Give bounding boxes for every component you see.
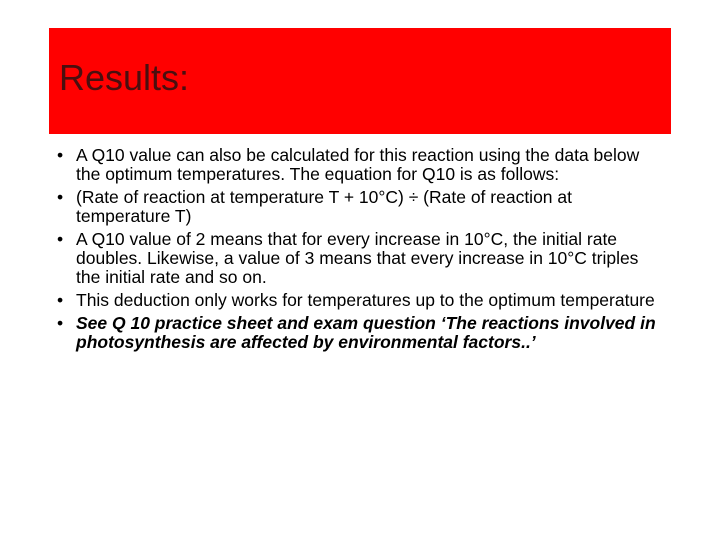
bullet-icon: • <box>57 313 64 333</box>
bullet-item <box>52 291 664 310</box>
bullet-text: A Q10 value of 2 means that for every increase in 10°C, the initial rate doubles. Likewise, a value of 3 means that every increase in 10°C triples the initial rate and so on. <box>76 229 639 287</box>
bullet-icon: • <box>57 229 64 249</box>
bullet-item <box>52 146 664 184</box>
slide-title: Results: <box>59 57 190 98</box>
bullet-text: This deduction only works for temperatures up to the optimum temperature <box>76 290 655 310</box>
bullet-icon: • <box>57 145 64 165</box>
bullet-text: A Q10 value can also be calculated for this reaction using the data below the optimum temperatures. The equation for Q10 is as follows: <box>76 145 640 184</box>
bullet-item <box>52 230 664 287</box>
title-banner <box>49 28 671 134</box>
bullet-text: (Rate of reaction at temperature T + 10°C) ÷ (Rate of reaction at temperature T) <box>76 187 572 226</box>
bullet-list <box>52 146 664 356</box>
bullet-text-emphasis: See Q 10 practice sheet and exam question ‘The reactions involved in photosynthesis are affected by environmental factors..’ <box>76 313 656 352</box>
bullet-item <box>52 314 664 352</box>
bullet-item <box>52 188 664 226</box>
bullet-icon: • <box>57 187 64 207</box>
bullet-icon: • <box>57 290 64 310</box>
